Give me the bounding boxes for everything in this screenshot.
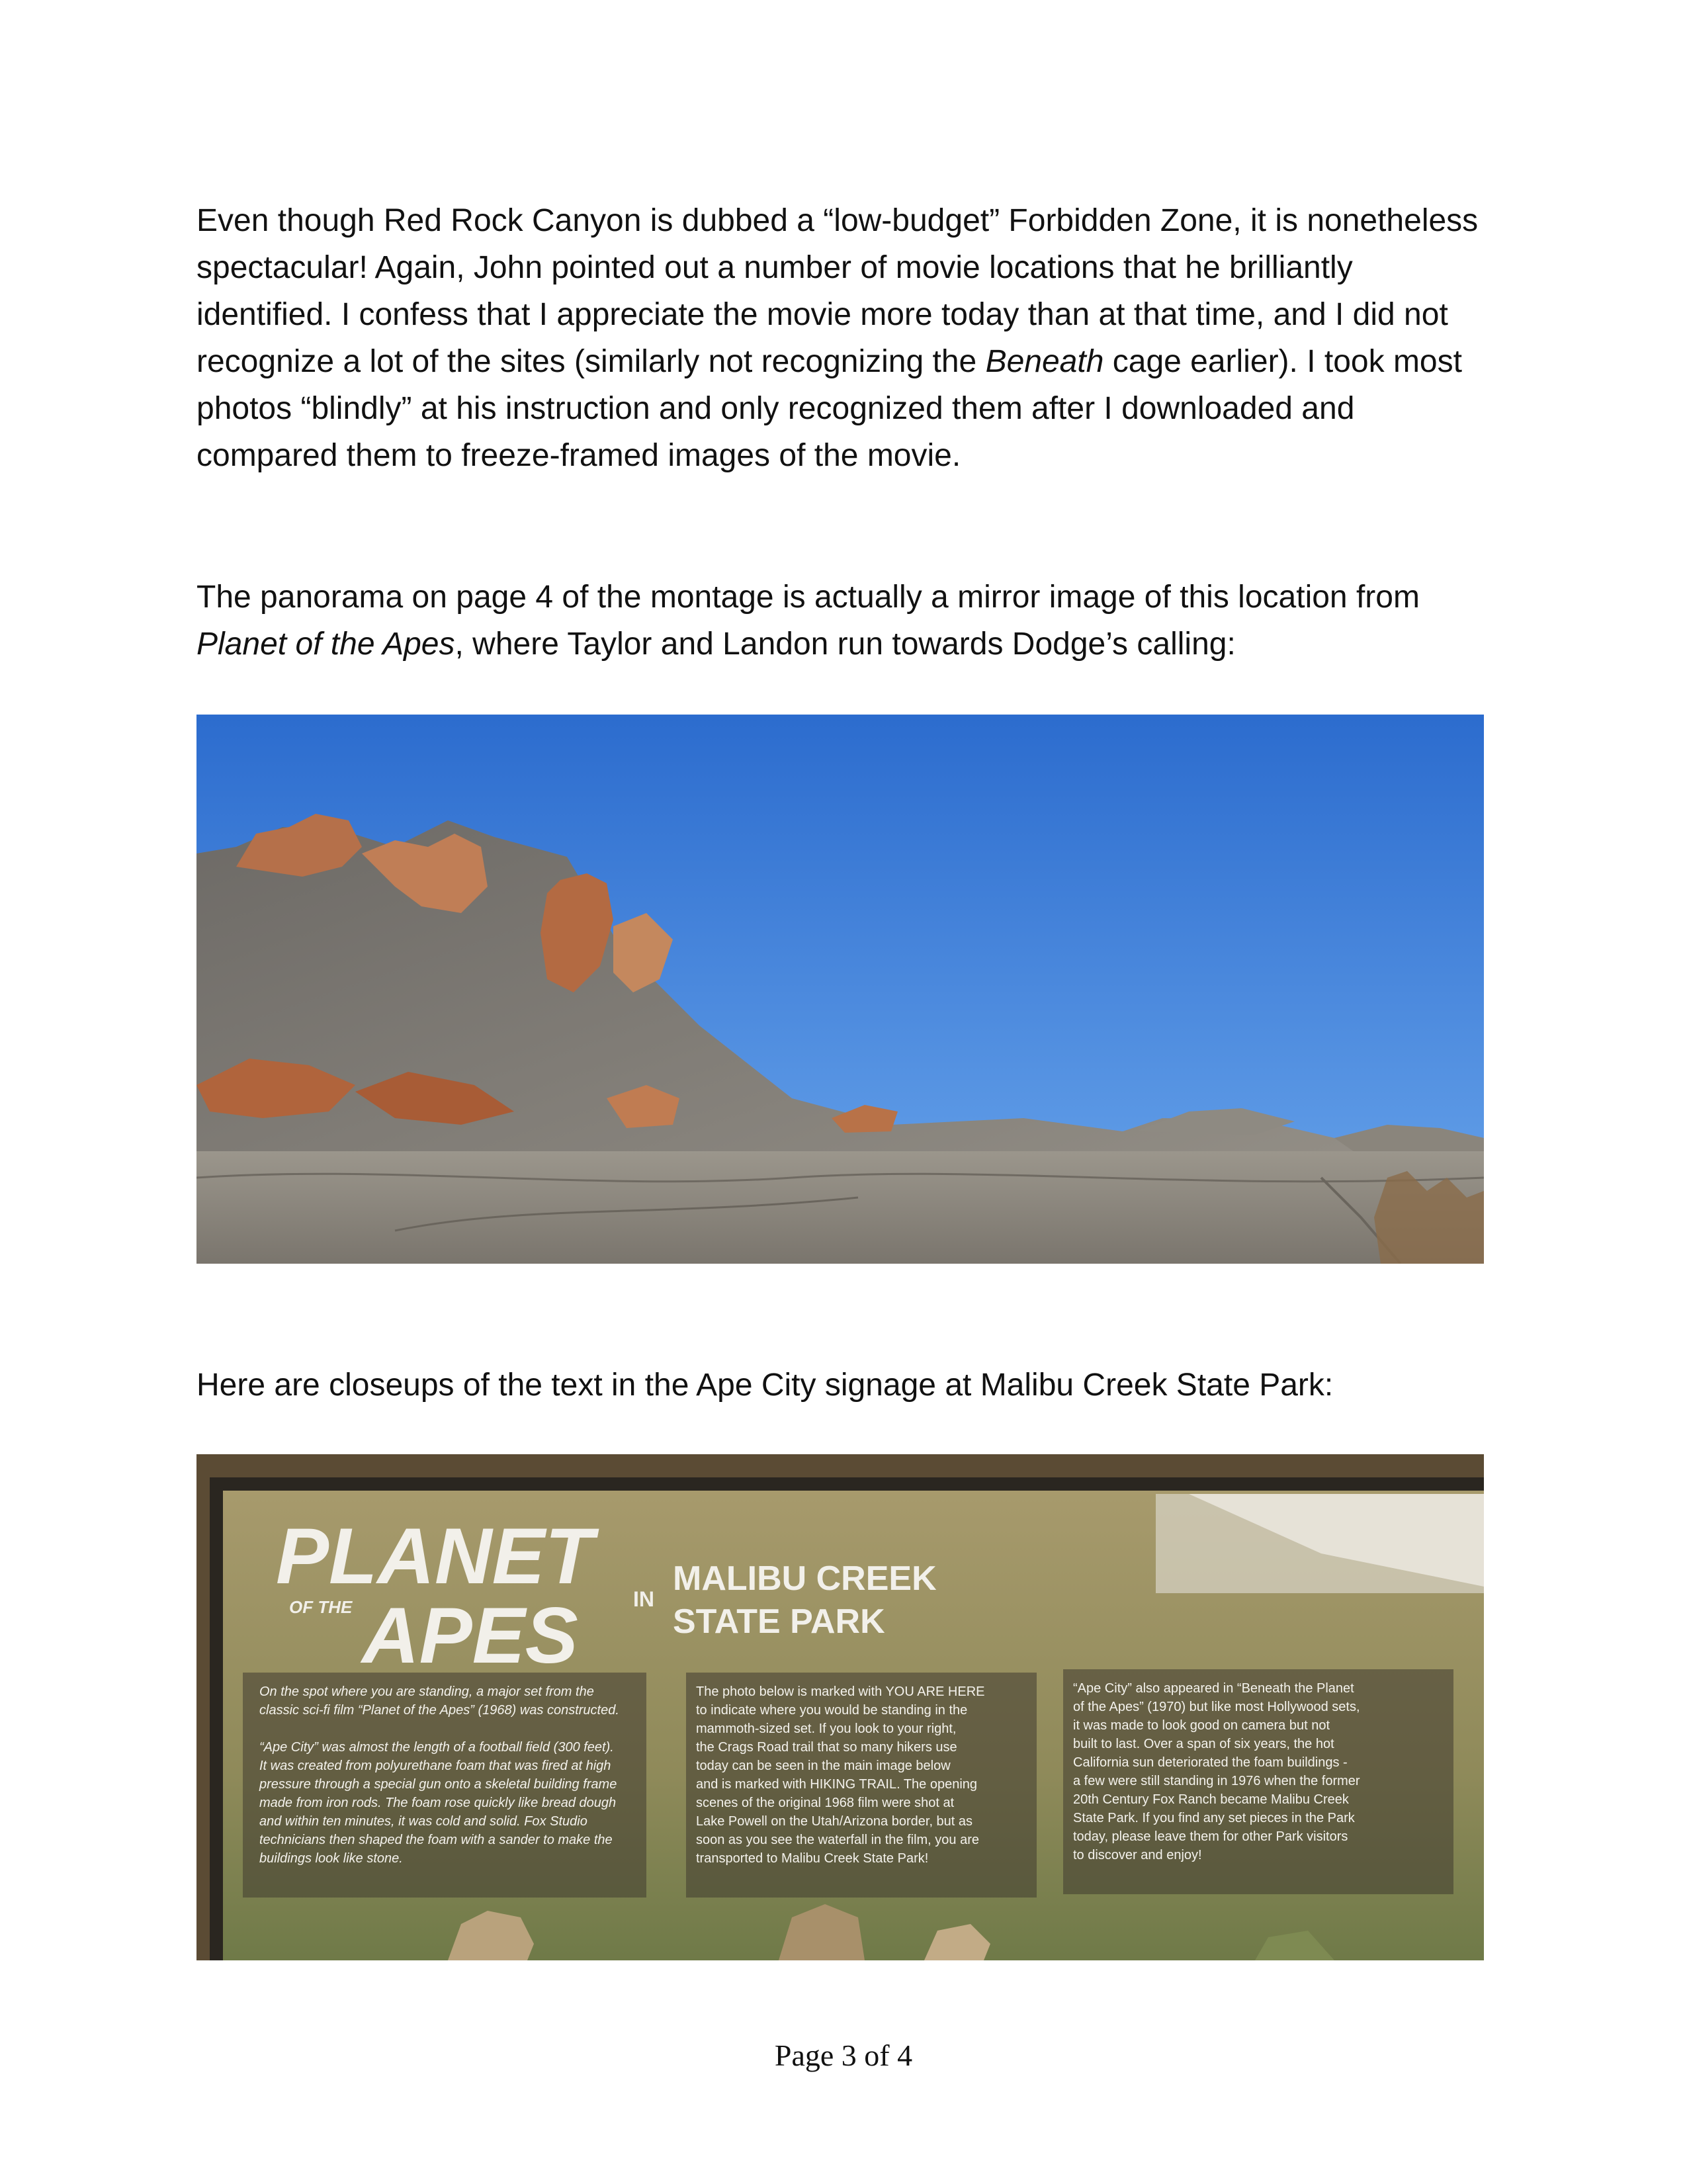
sign-text-line: “Ape City” also appeared in “Beneath the Planet xyxy=(1073,1681,1354,1696)
sign-logo-planet: PLANET xyxy=(276,1512,593,1600)
sign-text-line: technicians then shaped the foam with a sander to make the xyxy=(259,1833,613,1847)
sign-text-line: California sun deteriorated the foam buildings - xyxy=(1073,1755,1348,1770)
sign-text-line: “Ape City” was almost the length of a football field (300 feet). xyxy=(259,1740,614,1755)
sign-text-line: 20th Century Fox Ranch became Malibu Creek xyxy=(1073,1792,1349,1807)
paragraph-signage-intro: Here are closeups of the text in the Ape City signage at Malibu Creek State Park: xyxy=(196,1368,1334,1403)
sign-text-line: built to last. Over a span of six years, the hot xyxy=(1073,1737,1334,1751)
sign-text-line: to discover and enjoy! xyxy=(1073,1848,1202,1862)
sign-text-line: scenes of the original 1968 film were shot at xyxy=(696,1796,955,1810)
sign-logo-of-the: OF THE xyxy=(289,1597,353,1617)
sign-text-line: of the Apes” (1970) but like most Hollywood sets, xyxy=(1073,1700,1360,1714)
sign-text-line: Lake Powell on the Utah/Arizona border, but as xyxy=(696,1814,973,1829)
sign-text-line: The photo below is marked with YOU ARE HERE xyxy=(696,1684,985,1699)
sign-text-line: State Park. If you find any set pieces in the Park xyxy=(1073,1811,1355,1825)
sign-text-line: It was created from polyurethane foam that was fired at high xyxy=(259,1759,611,1773)
italic-title-planet: Planet of the Apes xyxy=(196,627,455,662)
sign-text-line: a few were still standing in 1976 when the former xyxy=(1073,1774,1360,1788)
page-footer: Page 3 of 4 xyxy=(774,2038,913,2072)
sign-text-line: today, please leave them for other Park visitors xyxy=(1073,1829,1348,1844)
italic-title-beneath: Beneath xyxy=(985,344,1104,379)
sign-text-line: buildings look like stone. xyxy=(259,1851,403,1866)
paragraph-text: The panorama on page 4 of the montage is actually a mirror image of this location from xyxy=(196,580,1420,615)
paragraph-text: , where Taylor and Landon run towards Dodge’s calling: xyxy=(454,627,1236,662)
sign-text-line: the Crags Road trail that so many hikers use xyxy=(696,1740,957,1755)
sign-park-line2: STATE PARK xyxy=(673,1602,885,1641)
canyon-landscape-image xyxy=(196,715,1484,1264)
sign-text-line: and is marked with HIKING TRAIL. The opening xyxy=(696,1777,978,1792)
canyon-photo xyxy=(196,715,1484,1264)
signage-photo xyxy=(196,1454,1484,1960)
sign-text-line: today can be seen in the main image below xyxy=(696,1759,951,1773)
paragraph-panorama xyxy=(196,574,1493,668)
sign-text-line: to indicate where you would be standing in the xyxy=(696,1703,968,1718)
paragraph-red-rock xyxy=(196,197,1493,479)
ape-city-sign-image xyxy=(196,1454,1484,1960)
sign-text-line: mammoth-sized set. If you look to your right, xyxy=(696,1722,957,1736)
sign-text-line: On the spot where you are standing, a major set from the xyxy=(259,1684,594,1699)
sign-text-line: transported to Malibu Creek State Park! xyxy=(696,1851,929,1866)
sign-text-line: soon as you see the waterfall in the film, you are xyxy=(696,1833,980,1847)
paragraph-text: Even though Red Rock Canyon is dubbed a “low-budget” Forbidden Zone, it is nonetheless spectacular! Again, John pointed out a number of movie locations that he brilliantly identified. I confess that I appreciate the movie more today than at that time, and I did not recognize a lot of the sites (similarly not recognizing the xyxy=(196,203,1479,379)
sign-text-line: pressure through a special gun onto a skeletal building frame xyxy=(259,1777,617,1792)
paragraph-text: cage earlier). I took most photos “blindly” at his instruction and only recognized them after I downloaded and compared them to freeze-framed images of the movie. xyxy=(196,344,1462,473)
sign-text-line: made from iron rods. The foam rose quickly like bread dough xyxy=(259,1796,617,1810)
sign-logo-apes: APES xyxy=(362,1591,578,1680)
sign-text-line: and within ten minutes, it was cold and solid. Fox Studio xyxy=(259,1814,587,1829)
sign-park-line1: MALIBU CREEK xyxy=(673,1559,937,1598)
sign-text-line: classic sci-fi film “Planet of the Apes” (1968) was constructed. xyxy=(259,1703,619,1718)
sign-text-line: it was made to look good on camera but not xyxy=(1073,1718,1330,1733)
sign-logo-in: IN xyxy=(633,1587,654,1611)
